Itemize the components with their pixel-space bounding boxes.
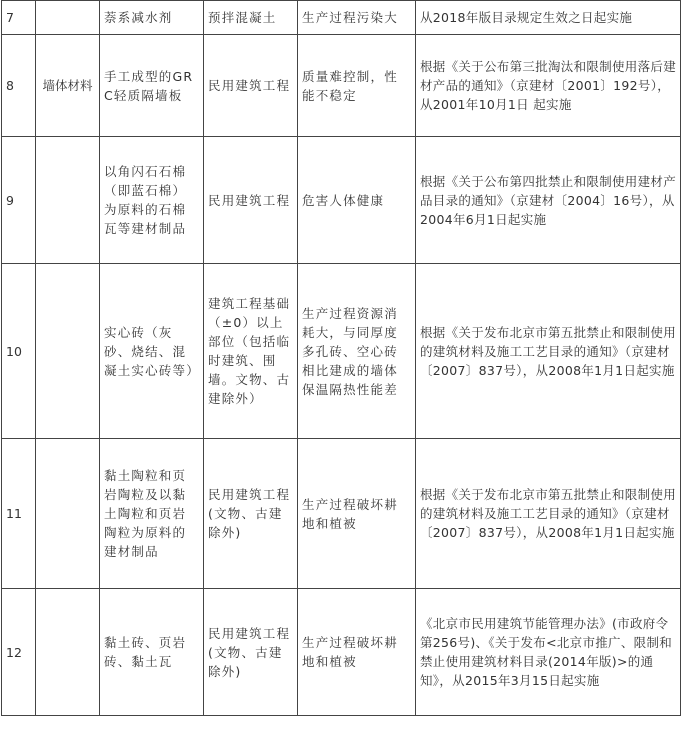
category-cell [36, 264, 100, 439]
material-name-cell: 黏土陶粒和页岩陶粒及以黏土陶粒和页岩陶粒为原料的建材制品 [100, 439, 204, 589]
basis-cell: 根据《关于发布北京市第五批禁止和限制使用的建筑材料及施工工艺目录的通知》（京建材〔2007〕837号），从2008年1月1日起实施 [416, 264, 681, 439]
row-number: 11 [2, 439, 36, 589]
table-row [2, 137, 681, 264]
basis-cell: 根据《关于发布北京市第五批禁止和限制使用的建筑材料及施工工艺目录的通知》（京建材〔2007〕837号），从2008年1月1日起实施 [416, 439, 681, 589]
material-name-cell: 实心砖（灰砂、烧结、混凝土实心砖等） [100, 264, 204, 439]
row-number: 12 [2, 589, 36, 716]
table-row [2, 264, 681, 439]
reason-cell: 危害人体健康 [298, 137, 416, 264]
basis-cell: 根据《关于公布第四批禁止和限制使用建材产品目录的通知》（京建材〔2004〕16号），从2004年6月1日起实施 [416, 137, 681, 264]
basis-cell: 《北京市民用建筑节能管理办法》(市政府令第256号)、《关于发布<北京市推广、限制和禁止使用建筑材料目录(2014年版)>的通知》，从2015年3月15日起实施 [416, 589, 681, 716]
material-name-cell: 以角闪石石棉（即蓝石棉）为原料的石棉瓦等建材制品 [100, 137, 204, 264]
scope-cell: 民用建筑工程 [204, 137, 298, 264]
material-name-cell: 手工成型的GRC轻质隔墙板 [100, 35, 204, 137]
category-cell: 墙体材料 [36, 35, 100, 137]
category-cell [36, 589, 100, 716]
row-number: 9 [2, 137, 36, 264]
category-cell [36, 439, 100, 589]
reason-cell: 生产过程资源消耗大，与同厚度多孔砖、空心砖相比建成的墙体保温隔热性能差 [298, 264, 416, 439]
scope-cell: 民用建筑工程 [204, 35, 298, 137]
scope-cell: 预拌混凝土 [204, 1, 298, 35]
table-row [2, 35, 681, 137]
row-number: 7 [2, 1, 36, 35]
material-name-cell: 萘系减水剂 [100, 1, 204, 35]
scope-cell: 民用建筑工程(文物、古建除外) [204, 439, 298, 589]
reason-cell: 质量难控制，性能不稳定 [298, 35, 416, 137]
building-materials-table [1, 0, 681, 716]
reason-cell: 生产过程破坏耕地和植被 [298, 439, 416, 589]
reason-cell: 生产过程污染大 [298, 1, 416, 35]
table-row [2, 1, 681, 35]
row-number: 10 [2, 264, 36, 439]
reason-cell: 生产过程破坏耕地和植被 [298, 589, 416, 716]
scope-cell: 建筑工程基础（±0）以上部位（包括临时建筑、围墙。文物、古建除外） [204, 264, 298, 439]
category-cell [36, 137, 100, 264]
scope-cell: 民用建筑工程(文物、古建除外) [204, 589, 298, 716]
table-row [2, 439, 681, 589]
row-number: 8 [2, 35, 36, 137]
material-name-cell: 黏土砖、页岩砖、黏土瓦 [100, 589, 204, 716]
basis-cell: 根据《关于公布第三批淘汰和限制使用落后建材产品的通知》（京建材〔2001〕192号），从2001年10月1日 起实施 [416, 35, 681, 137]
basis-cell: 从2018年版目录规定生效之日起实施 [416, 1, 681, 35]
category-cell [36, 1, 100, 35]
table-row [2, 589, 681, 716]
